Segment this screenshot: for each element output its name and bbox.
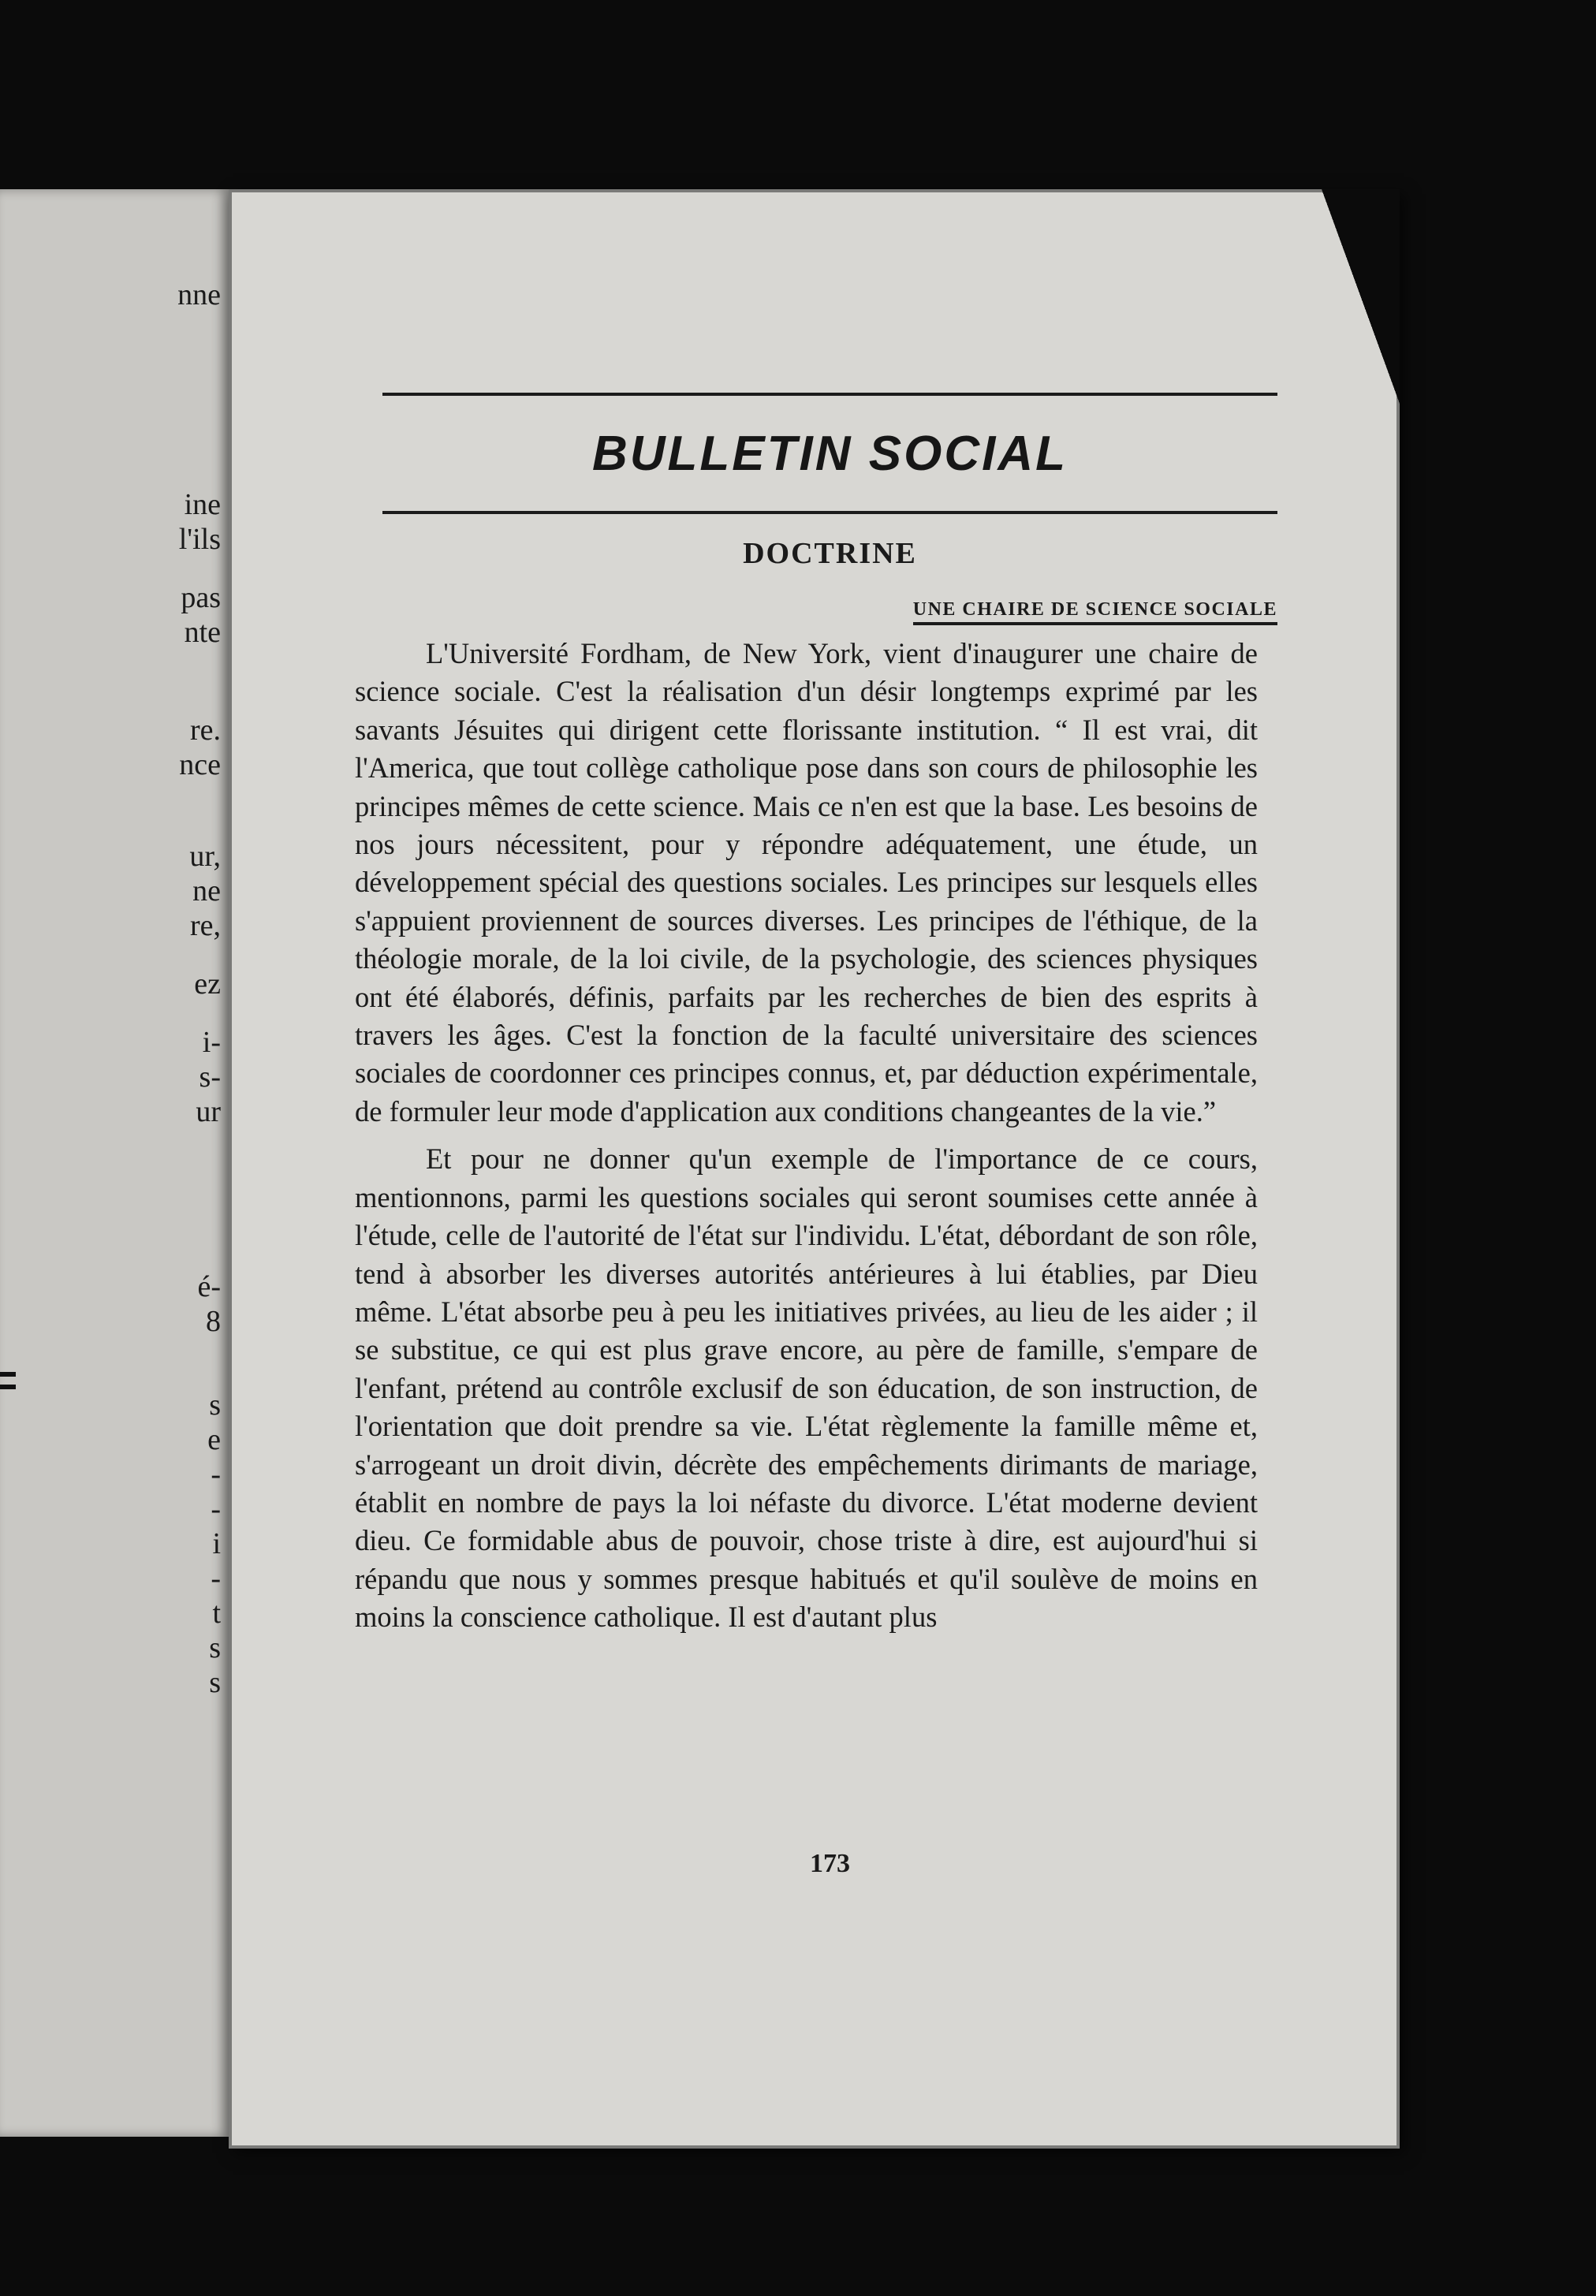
section-heading: DOCTRINE — [743, 537, 917, 570]
left-page-fragment: l'ils — [178, 523, 221, 556]
masthead-bottom-rule — [382, 511, 1277, 514]
left-page-fragment: nne — [177, 278, 221, 311]
article-body — [355, 635, 1258, 1637]
left-page-fragment: 8 — [206, 1305, 221, 1338]
left-page-fragment: ur — [196, 1095, 221, 1128]
left-page-fragment: s — [209, 1666, 221, 1699]
left-page-fragment: re, — [189, 909, 221, 942]
left-page-fragment: i — [212, 1527, 221, 1560]
left-page-fragment: ne — [192, 874, 221, 908]
left-page-fragment: nce — [179, 748, 221, 781]
left-page-fragment: é- — [197, 1270, 221, 1303]
page-number: 173 — [810, 1849, 850, 1878]
left-page-fragment: s — [209, 1631, 221, 1664]
left-page-fragment: - — [211, 1562, 221, 1595]
left-facing-page — [0, 189, 233, 2137]
masthead-title: BULLETIN SOCIAL — [592, 427, 1068, 481]
left-page-fragment: i- — [202, 1026, 221, 1059]
left-page-fragment: e — [207, 1423, 221, 1456]
left-page-fragment: s — [209, 1388, 221, 1422]
masthead-top-rule — [382, 393, 1277, 396]
paragraph-1: L'Université Fordham, de New York, vient d'inaugurer une chaire de science sociale. C'est la réalisation d'un désir longtemps exprimé par les savants Jésuites qui dirigent cette florissante institution. “ Il est vrai, dit l'America, que tout collège catholique pose dans son cours de philosophie les principes mêmes de cette science. Mais ce n'en est que la base. Les besoins de nos jours nécessitent, pour y répondre adéquatement, une étude, un développement spécial des questions sociales. Les principes sur lesquels elles s'appuient proviennent de sources diverses. Les principes de l'éthique, de la théologie morale, de la loi civile, de la psychologie, des sciences physiques ont été élaborés, définis, parfaits par les recherches de bien des esprits à travers les âges. C'est la fonction de la faculté universitaire des sciences sociales de coordonner ces principes connus, et, par déduction expérimentale, de formuler leur mode d'application aux conditions changeantes de la vie.” — [355, 637, 1258, 1128]
left-page-fragment: ine — [184, 488, 221, 521]
left-page-fragment: - — [211, 1458, 221, 1491]
left-page-fragment: s- — [199, 1060, 221, 1094]
left-page-fragment: - — [211, 1493, 221, 1526]
left-page-rule — [0, 1385, 16, 1389]
left-page-fragment: nte — [184, 616, 221, 649]
paragraph-2: Et pour ne donner qu'un exemple de l'importance de ce cours, mentionnons, parmi les questions sociales qui seront soumises cette année à l'étude, celle de l'autorité de l'état sur l'individu. L'état, débordant de son rôle, tend à absorber les diverses autorités antérieures à lui établies, par Dieu même. L'état absorbe peu à peu les initiatives privées, au lieu de les aider ; il se substitue, ce qui est plus grave encore, au père de famille, s'empare de l'enfant, prétend au contrôle exclusif de son éducation, de son instruction, de l'orientation que doit prendre sa vie. L'état règlemente la famille même et, s'arrogeant un droit divin, décrète des empêchements dirimants de mariage, établit en nombre de pays la loi néfaste du divorce. L'état moderne devient dieu. Ce formidable abus de pouvoir, chose triste à dire, est aujourd'hui si répandu que nous y sommes presque habitués et qu'il soulève de moins en moins la conscience catholique. Il est d'autant plus — [355, 1142, 1258, 1634]
left-page-fragment: ez — [194, 967, 221, 1001]
left-page-fragment: pas — [181, 581, 221, 614]
document-page — [229, 189, 1400, 2149]
left-page-fragment: ur, — [189, 840, 221, 873]
left-page-rule — [0, 1372, 16, 1377]
left-page-fragment: t — [212, 1597, 221, 1630]
left-page-fragment: re. — [189, 714, 221, 747]
subsection-heading: UNE CHAIRE DE SCIENCE SOCIALE — [913, 599, 1277, 625]
